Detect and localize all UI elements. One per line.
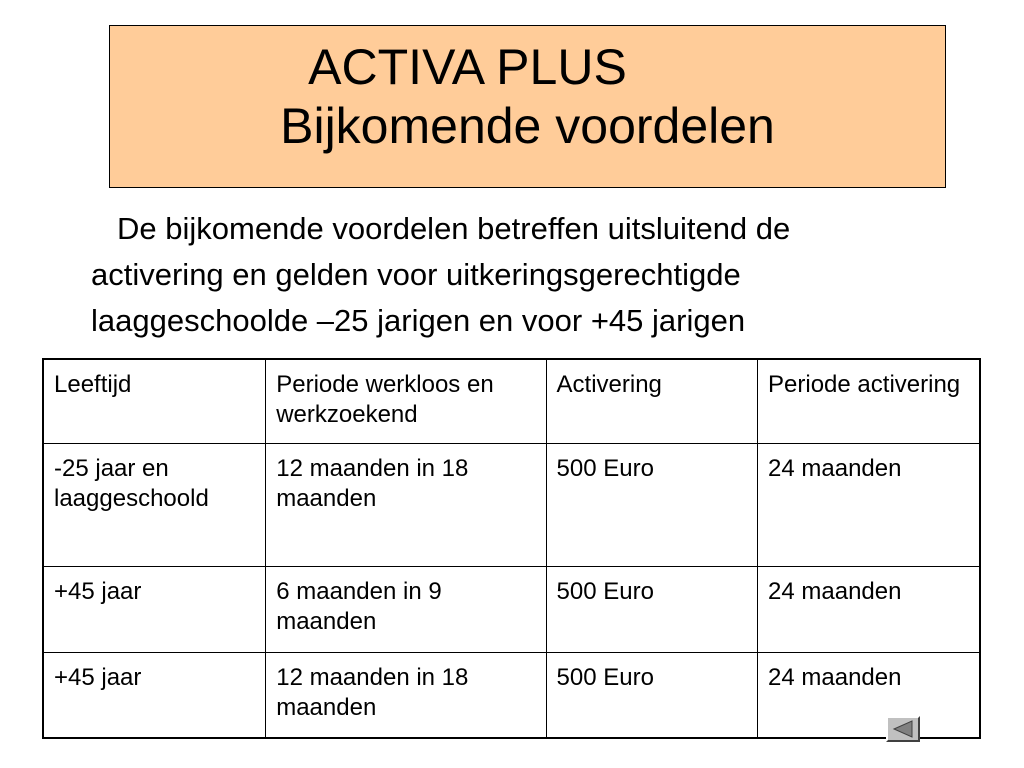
intro-line: De bijkomende voordelen betreffen uitsluitend de bbox=[117, 211, 791, 246]
table-cell: 500 Euro bbox=[546, 652, 758, 738]
header-cell-leeftijd: Leeftijd bbox=[43, 359, 266, 443]
slide-title: ACTIVA PLUS bbox=[308, 39, 627, 95]
table-cell: 500 Euro bbox=[546, 443, 758, 566]
intro-line: activering en gelden voor uitkeringsgerechtigde bbox=[91, 257, 741, 292]
table-cell: 24 maanden bbox=[758, 443, 980, 566]
table-row bbox=[43, 652, 980, 738]
table-row bbox=[43, 566, 980, 652]
table-cell: 6 maanden in 9 maanden bbox=[266, 566, 546, 652]
intro-paragraph bbox=[91, 206, 981, 344]
table-cell: 12 maanden in 18 maanden bbox=[266, 443, 546, 566]
header-cell-periode-activering: Periode activering bbox=[758, 359, 980, 443]
header-cell-activering: Activering bbox=[546, 359, 758, 443]
table-cell: 500 Euro bbox=[546, 566, 758, 652]
table-cell: 24 maanden bbox=[758, 566, 980, 652]
table-header-row bbox=[43, 359, 980, 443]
title-box bbox=[109, 25, 946, 188]
table-cell: +45 jaar bbox=[43, 652, 266, 738]
header-cell-periode-werkloos: Periode werkloos en werkzoekend bbox=[266, 359, 546, 443]
intro-line: laaggeschoolde –25 jarigen en voor +45 jarigen bbox=[91, 303, 746, 338]
previous-slide-button[interactable] bbox=[886, 716, 920, 742]
table-cell: 12 maanden in 18 maanden bbox=[266, 652, 546, 738]
table-row bbox=[43, 443, 980, 566]
table-cell: +45 jaar bbox=[43, 566, 266, 652]
benefits-table bbox=[42, 358, 981, 739]
table-cell: -25 jaar en laaggeschoold bbox=[43, 443, 266, 566]
triangle-left-icon bbox=[888, 718, 918, 740]
table-cell: 24 maanden bbox=[758, 652, 980, 738]
slide-subtitle: Bijkomende voordelen bbox=[280, 98, 775, 154]
